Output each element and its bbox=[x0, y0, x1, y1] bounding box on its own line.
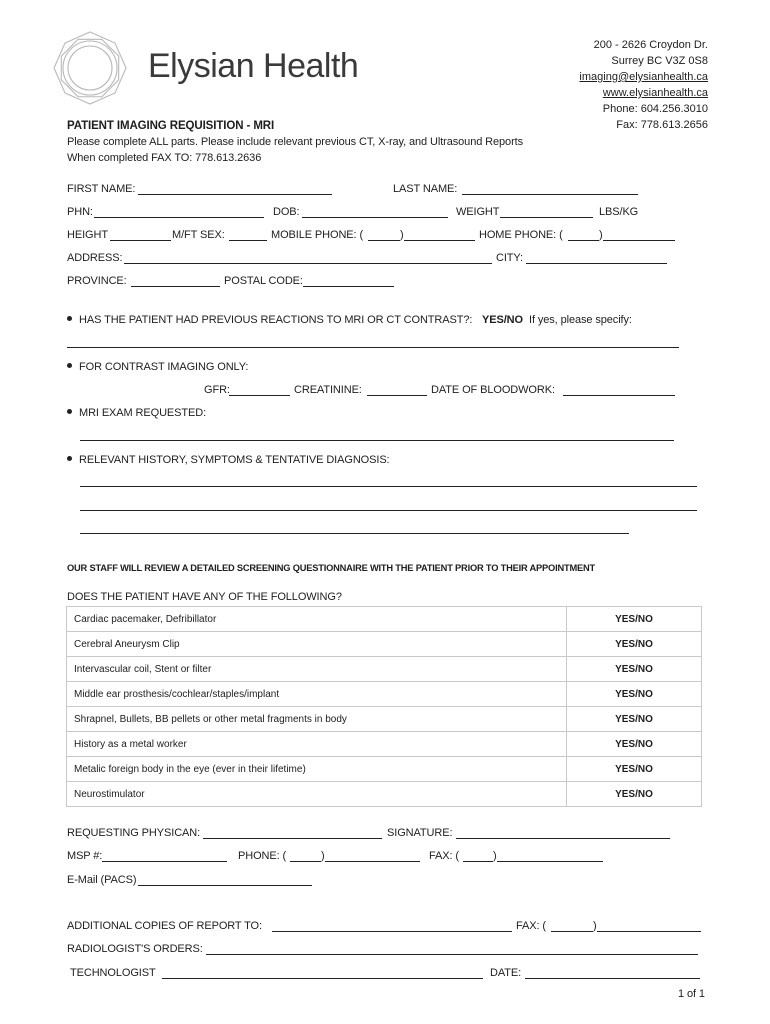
mri-exam-field[interactable] bbox=[80, 440, 674, 441]
technologist-label: TECHNOLOGIST bbox=[70, 967, 156, 979]
weight-field[interactable] bbox=[500, 217, 593, 218]
screening-notice: OUR STAFF WILL REVIEW A DETAILED SCREENING QUESTIONNAIRE WITH THE PATIENT PRIOR TO THEIR APPOINTMENT bbox=[67, 563, 596, 573]
screening-answer[interactable]: YES/NO bbox=[567, 607, 702, 632]
weight-unit-label: LBS/KG bbox=[599, 206, 639, 218]
radiologist-orders-label: RADIOLOGIST'S ORDERS: bbox=[67, 943, 203, 955]
screening-item: Cardiac pacemaker, Defribillator bbox=[67, 607, 567, 632]
physician-phone-paren-close: ) bbox=[321, 850, 325, 862]
screening-answer[interactable]: YES/NO bbox=[567, 632, 702, 657]
email-link[interactable]: imaging@elysianhealth.ca bbox=[579, 71, 708, 83]
province-label: PROVINCE: bbox=[67, 275, 127, 287]
msp-label: MSP #: bbox=[67, 850, 103, 862]
page-number: 1 of 1 bbox=[678, 988, 705, 1000]
creatinine-label: CREATININE: bbox=[294, 384, 362, 396]
additional-copies-field[interactable] bbox=[272, 931, 512, 932]
city-label: CITY: bbox=[496, 252, 524, 264]
date-field[interactable] bbox=[525, 978, 700, 979]
requesting-physician-label: REQUESTING PHYSICAN: bbox=[67, 827, 201, 839]
contrast-reaction-label: HAS THE PATIENT HAD PREVIOUS REACTIONS TO MRI OR CT CONTRAST?: bbox=[79, 314, 473, 326]
last-name-label: LAST NAME: bbox=[393, 183, 458, 195]
brand-name: Elysian Health bbox=[148, 47, 359, 85]
home-phone-label: HOME PHONE: ( bbox=[479, 229, 563, 241]
bullet-icon bbox=[67, 409, 72, 414]
physician-fax-label: FAX: ( bbox=[429, 850, 459, 862]
address-line-1: 200 - 2626 Croydon Dr. bbox=[593, 39, 708, 51]
screening-item: Shrapnel, Bullets, BB pellets or other metal fragments in body bbox=[67, 707, 567, 732]
phn-label: PHN: bbox=[67, 206, 93, 218]
technologist-field[interactable] bbox=[162, 978, 483, 979]
bullet-icon bbox=[67, 316, 72, 321]
creatinine-field[interactable] bbox=[367, 395, 427, 396]
address-line-2: Surrey BC V3Z 0S8 bbox=[611, 55, 708, 67]
screening-item: Metalic foreign body in the eye (ever in their lifetime) bbox=[67, 757, 567, 782]
height-unit-sex-label: M/FT SEX: bbox=[172, 229, 225, 241]
contact-phone: Phone: 604.256.3010 bbox=[602, 103, 708, 115]
table-row bbox=[67, 607, 702, 632]
phn-field[interactable] bbox=[94, 217, 264, 218]
screening-heading: DOES THE PATIENT HAVE ANY OF THE FOLLOWING? bbox=[67, 591, 342, 603]
contact-fax: Fax: 778.613.2656 bbox=[616, 119, 708, 131]
screening-answer[interactable]: YES/NO bbox=[567, 657, 702, 682]
radiologist-orders-field[interactable] bbox=[206, 954, 698, 955]
screening-answer[interactable]: YES/NO bbox=[567, 707, 702, 732]
table-row bbox=[67, 682, 702, 707]
city-field[interactable] bbox=[526, 263, 667, 264]
instruction-2: When completed FAX TO: 778.613.2636 bbox=[67, 152, 262, 164]
contrast-reaction-yes-no[interactable]: YES/NO bbox=[482, 314, 523, 326]
home-paren-close: ) bbox=[599, 229, 603, 241]
pacs-email-field[interactable] bbox=[138, 885, 312, 886]
height-label: HEIGHT bbox=[67, 229, 108, 241]
history-field-line-2[interactable] bbox=[80, 510, 697, 511]
contrast-reaction-detail-field[interactable] bbox=[67, 347, 679, 348]
mobile-phone-field[interactable] bbox=[404, 240, 475, 241]
physician-phone-field[interactable] bbox=[325, 861, 420, 862]
sex-field[interactable] bbox=[229, 240, 267, 241]
last-name-field[interactable] bbox=[462, 194, 638, 195]
contact-block bbox=[579, 37, 708, 133]
history-label: RELEVANT HISTORY, SYMPTOMS & TENTATIVE DIAGNOSIS: bbox=[79, 454, 390, 466]
contrast-reaction-question bbox=[67, 313, 472, 327]
copies-fax-area-code-field[interactable] bbox=[551, 931, 593, 932]
website-link[interactable]: www.elysianhealth.ca bbox=[602, 87, 708, 99]
if-yes-label: If yes, please specify: bbox=[529, 314, 632, 326]
signature-label: SIGNATURE: bbox=[387, 827, 453, 839]
screening-answer[interactable]: YES/NO bbox=[567, 682, 702, 707]
requesting-physician-field[interactable] bbox=[203, 838, 382, 839]
table-row bbox=[67, 782, 702, 807]
dob-field[interactable] bbox=[302, 217, 448, 218]
contrast-only-heading bbox=[67, 360, 248, 374]
physician-fax-area-code-field[interactable] bbox=[463, 861, 493, 862]
province-field[interactable] bbox=[131, 286, 220, 287]
contrast-only-label: FOR CONTRAST IMAGING ONLY: bbox=[79, 361, 249, 373]
screening-item: History as a metal worker bbox=[67, 732, 567, 757]
home-phone-field[interactable] bbox=[603, 240, 675, 241]
table-row bbox=[67, 707, 702, 732]
table-row bbox=[67, 657, 702, 682]
copies-fax-field[interactable] bbox=[597, 931, 701, 932]
mobile-area-code-field[interactable] bbox=[368, 240, 400, 241]
bloodwork-date-label: DATE OF BLOODWORK: bbox=[431, 384, 555, 396]
bullet-icon bbox=[67, 456, 72, 461]
gfr-label: GFR: bbox=[204, 384, 230, 396]
first-name-label: FIRST NAME: bbox=[67, 183, 136, 195]
screening-table bbox=[66, 606, 702, 807]
mri-exam-label: MRI EXAM REQUESTED: bbox=[79, 407, 207, 419]
physician-fax-paren-close: ) bbox=[493, 850, 497, 862]
dob-label: DOB: bbox=[273, 206, 300, 218]
history-field-line-1[interactable] bbox=[80, 486, 697, 487]
address-field[interactable] bbox=[124, 263, 492, 264]
screening-item: Cerebral Aneurysm Clip bbox=[67, 632, 567, 657]
mobile-phone-label: MOBILE PHONE: ( bbox=[271, 229, 364, 241]
screening-item: Neurostimulator bbox=[67, 782, 567, 807]
msp-field[interactable] bbox=[102, 861, 227, 862]
screening-answer[interactable]: YES/NO bbox=[567, 732, 702, 757]
gfr-field[interactable] bbox=[229, 395, 290, 396]
table-row bbox=[67, 757, 702, 782]
history-heading bbox=[67, 453, 390, 467]
date-label: DATE: bbox=[490, 967, 522, 979]
physician-fax-field[interactable] bbox=[497, 861, 603, 862]
screening-item: Middle ear prosthesis/cochlear/staples/implant bbox=[67, 682, 567, 707]
height-field[interactable] bbox=[110, 240, 171, 241]
logo-icon bbox=[52, 30, 128, 106]
address-label: ADDRESS: bbox=[67, 252, 123, 264]
home-area-code-field[interactable] bbox=[568, 240, 599, 241]
screening-answer[interactable]: YES/NO bbox=[567, 757, 702, 782]
table-row bbox=[67, 732, 702, 757]
signature-field[interactable] bbox=[456, 838, 670, 839]
postal-code-field[interactable] bbox=[303, 286, 394, 287]
weight-label: WEIGHT bbox=[456, 206, 500, 218]
pacs-email-label: E-Mail (PACS) bbox=[67, 874, 137, 886]
additional-copies-label: ADDITIONAL COPIES OF REPORT TO: bbox=[67, 920, 262, 932]
physician-area-code-field[interactable] bbox=[290, 861, 321, 862]
screening-item: Intervascular coil, Stent or filter bbox=[67, 657, 567, 682]
form-title: PATIENT IMAGING REQUISITION - MRI bbox=[67, 120, 275, 132]
mobile-paren-close: ) bbox=[400, 229, 404, 241]
table-row bbox=[67, 632, 702, 657]
copies-fax-paren-close: ) bbox=[593, 920, 597, 932]
physician-phone-label: PHONE: ( bbox=[238, 850, 287, 862]
bloodwork-date-field[interactable] bbox=[563, 395, 675, 396]
copies-fax-label: FAX: ( bbox=[516, 920, 546, 932]
postal-code-label: POSTAL CODE: bbox=[224, 275, 303, 287]
instruction-1: Please complete ALL parts. Please include relevant previous CT, X-ray, and Ultrasound Reports bbox=[67, 136, 523, 148]
mri-exam-heading bbox=[67, 406, 206, 420]
bullet-icon bbox=[67, 363, 72, 368]
screening-answer[interactable]: YES/NO bbox=[567, 782, 702, 807]
history-field-line-3[interactable] bbox=[80, 533, 629, 534]
first-name-field[interactable] bbox=[138, 194, 332, 195]
